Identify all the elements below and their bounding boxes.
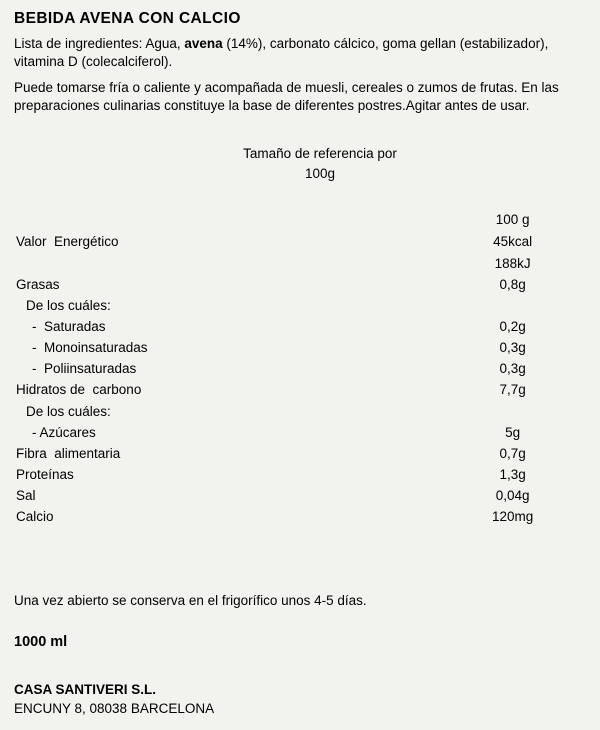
nutrient-value: 0,3g — [499, 340, 526, 356]
table-row — [14, 506, 586, 527]
table-row — [14, 358, 586, 379]
net-volume: 1000 ml — [14, 634, 68, 650]
nutrient-name — [14, 253, 439, 274]
nutrient-value: 7,7g — [499, 382, 526, 398]
nutrition-table — [14, 209, 586, 527]
nutrient-name: - Monoinsaturadas — [32, 340, 148, 356]
company-name: CASA SANTIVERI S.L. — [14, 682, 157, 697]
table-row — [14, 443, 586, 464]
nutrient-name: Fibra alimentaria — [16, 445, 121, 461]
nutrient-name: Proteínas — [16, 467, 74, 483]
nutrient-name: - Azúcares — [32, 424, 96, 440]
nutrient-value: 120mg — [492, 509, 534, 525]
nutrient-name: De los cuáles: — [26, 297, 111, 313]
company-address: ENCUNY 8, 08038 BARCELONA — [14, 701, 215, 716]
ingredients-prefix: Lista de ingredientes: Agua, — [14, 35, 185, 51]
ingredients-allergen: avena — [184, 35, 223, 51]
nutrient-value: 0,3g — [499, 361, 526, 377]
label-footer — [14, 593, 586, 716]
nutrient-value — [439, 401, 586, 422]
nutrient-name: - Saturadas — [32, 319, 106, 334]
table-row — [14, 316, 586, 337]
table-row — [14, 379, 586, 400]
table-row — [14, 337, 586, 358]
usage-paragraph: Puede tomarse fría o caliente y acompañada de muesli, cereales o zumos de frutas. En las preparaciones culinarias constituye la base de diferentes postres.Agitar antes de usar. — [14, 79, 559, 114]
nutrient-value: 0,2g — [499, 319, 526, 334]
nutrient-value: 5g — [505, 424, 521, 440]
nutrition-table-body — [14, 209, 586, 527]
page-title: BEBIDA AVENA CON CALCIO — [14, 10, 241, 27]
nutrient-value: 45kcal — [493, 234, 533, 250]
nutrient-name: Grasas — [16, 276, 60, 292]
nutrient-name: - Poliinsaturadas — [32, 361, 137, 377]
nutrient-value: 188kJ — [494, 255, 531, 271]
ingredients-paragraph — [14, 35, 559, 72]
nutrient-name: Sal — [16, 488, 36, 504]
nutrient-name: Valor Energético — [16, 234, 119, 250]
table-row — [14, 464, 586, 485]
table-row — [14, 485, 586, 506]
table-row — [14, 274, 586, 295]
nutrient-value: 0,8g — [499, 276, 526, 292]
nutrient-value: 1,3g — [499, 467, 526, 483]
nutrient-name: Calcio — [16, 509, 54, 525]
table-row — [14, 231, 586, 252]
nutrient-value — [439, 295, 586, 316]
reference-size-line1: Tamaño de referencia por — [243, 146, 397, 162]
table-row — [14, 295, 586, 316]
reference-size — [14, 144, 586, 183]
table-row — [14, 401, 586, 422]
ingredients-suffix: (14%), carbonato cálcico, goma gellan (estabilizador), vitamina D (colecalciferol). — [14, 35, 549, 70]
nutrient-name: De los cuáles: — [26, 403, 111, 419]
nutrient-name: Hidratos de carbono — [16, 382, 142, 398]
nutrient-value: 0,7g — [499, 445, 526, 461]
nutrition-header-blank — [14, 209, 439, 231]
nutrition-column-header: 100 g — [495, 212, 530, 228]
table-row — [14, 422, 586, 443]
table-header-row — [14, 209, 586, 231]
reference-size-line2: 100g — [304, 165, 336, 181]
table-row — [14, 253, 586, 274]
storage-instructions: Una vez abierto se conserva en el frigorífico unos 4-5 días. — [14, 593, 367, 608]
nutrient-value: 0,04g — [495, 488, 530, 504]
